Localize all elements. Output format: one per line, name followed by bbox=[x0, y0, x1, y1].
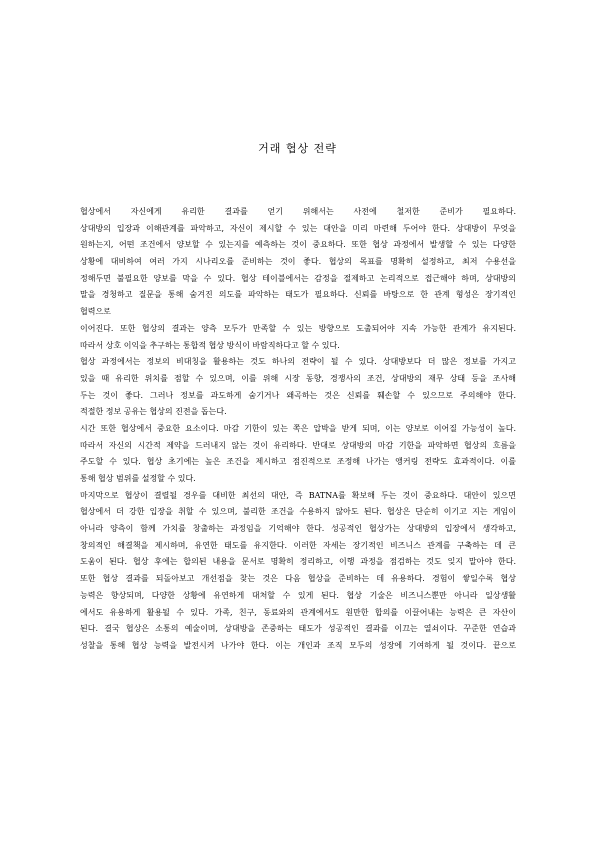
text-line: 마지막으로 협상이 결렬될 경우를 대비한 최선의 대안, 즉 BATNA를 확보해 두는 것이 중요하다. 대안이 있으면 bbox=[80, 490, 516, 500]
text-line: 아니라 양측이 함께 가치를 창출하는 과정임을 기억해야 한다. 성공적인 협상가는 상대방의 입장에서 생각하고, bbox=[80, 524, 516, 534]
text-line: 이어진다. 또한 협상의 결과는 양측 모두가 만족할 수 있는 방향으로 도출되어야 지속 가능한 관계가 유지된다. bbox=[80, 323, 516, 333]
text-line: 창의적인 해결책을 제시하며, 유연한 태도를 유지한다. 이러한 자세는 장기적인 비즈니스 관계를 구축하는 데 큰 bbox=[80, 540, 516, 550]
text-line: 원하는지, 어떤 조건에서 양보할 수 있는지를 예측하는 것이 중요하다. 또한 협상 과정에서 발생할 수 있는 다양한 bbox=[80, 240, 516, 250]
text-line: 시간 또한 협상에서 중요한 요소이다. 마감 기한이 있는 쪽은 압박을 받게 되며, 이는 양보로 이어질 가능성이 높다. bbox=[80, 423, 516, 433]
text-line: 주도할 수 있다. 협상 초기에는 높은 조건을 제시하고 점진적으로 조정해 나가는 앵커링 전략도 효과적이다. 이를 bbox=[80, 457, 516, 467]
document-title: 거래 협상 전략 bbox=[258, 142, 337, 155]
text-line: 상대방의 입장과 이해관계를 파악하고, 자신이 제시할 수 있는 대안을 미리 마련해 두어야 한다. 상대방이 무엇을 bbox=[80, 223, 516, 233]
text-line: 협력으로 bbox=[80, 307, 111, 317]
text-line: 두는 것이 좋다. 그러나 정보를 과도하게 숨기거나 왜곡하는 것은 신뢰를 훼손할 수 있으므로 주의해야 한다. bbox=[80, 390, 516, 400]
text-line: 있을 때 유리한 위치를 점할 수 있으며, 이를 위해 시장 동향, 경쟁사의 조건, 상대방의 재무 상태 등을 조사해 bbox=[80, 373, 516, 383]
text-line: 통해 협상 범위를 설정할 수 있다. bbox=[80, 474, 196, 483]
text-line: 적절한 정보 공유는 협상의 진전을 돕는다. bbox=[80, 407, 227, 417]
text-line: 능력은 향상되며, 다양한 상황에 유연하게 대처할 수 있게 된다. 협상 기술은 비즈니스뿐만 아니라 일상생활 bbox=[80, 590, 516, 600]
text-line: 말을 경청하고 질문을 통해 숨겨진 의도를 파악하는 태도가 필요하다. 신뢰를 바탕으로 한 관계 형성은 장기적인 bbox=[80, 290, 516, 300]
text-line: 또한 협상 결과를 되돌아보고 개선점을 찾는 것은 다음 협상을 준비하는 데 유용하다. 경험이 쌓일수록 협상 bbox=[80, 574, 516, 584]
text-line: 에서도 유용하게 활용될 수 있다. 가족, 친구, 동료와의 관계에서도 원만한 합의를 이끌어내는 능력은 큰 자산이 bbox=[80, 607, 516, 617]
text-line: 협상에서 더 강한 입장을 취할 수 있으며, 불리한 조건을 수용하지 않아도 된다. 협상은 단순히 이기고 지는 게임이 bbox=[80, 507, 516, 517]
text-line: 된다. 결국 협상은 소통의 예술이며, 상대방을 존중하는 태도가 성공적인 결과를 이끄는 열쇠이다. 꾸준한 연습과 bbox=[80, 624, 516, 634]
text-line: 협상에서 자신에게 유리한 결과를 얻기 위해서는 사전에 철저한 준비가 필요하다. bbox=[80, 207, 516, 216]
text-line: 정해두면 불필요한 양보를 막을 수 있다. 협상 테이블에서는 감정을 절제하고 논리적으로 접근해야 하며, 상대방의 bbox=[80, 273, 516, 283]
text-line: 따라서 자신의 시간적 제약을 드러내지 않는 것이 유리하다. 반대로 상대방의 마감 기한을 파악하면 협상의 흐름을 bbox=[80, 440, 516, 450]
document-body bbox=[80, 204, 516, 655]
text-line: 상황에 대비하여 여러 가지 시나리오를 준비하는 것이 좋다. 협상의 목표를 명확히 설정하고, 최저 수용선을 bbox=[80, 257, 516, 267]
text-line: 따라서 상호 이익을 추구하는 통합적 협상 방식이 바람직하다고 할 수 있다. bbox=[80, 340, 340, 350]
text-line: 성찰을 통해 협상 능력을 발전시켜 나가야 한다. 이는 개인과 조직 모두의 성장에 기여하게 될 것이다. 끝으로 bbox=[80, 640, 516, 650]
text-line: 협상 과정에서는 정보의 비대칭을 활용하는 것도 하나의 전략이 될 수 있다. 상대방보다 더 많은 정보를 가지고 bbox=[80, 357, 516, 367]
text-line: 도움이 된다. 협상 후에는 합의된 내용을 문서로 명확히 정리하고, 이행 과정을 점검하는 것도 잊지 말아야 한다. bbox=[80, 557, 516, 567]
